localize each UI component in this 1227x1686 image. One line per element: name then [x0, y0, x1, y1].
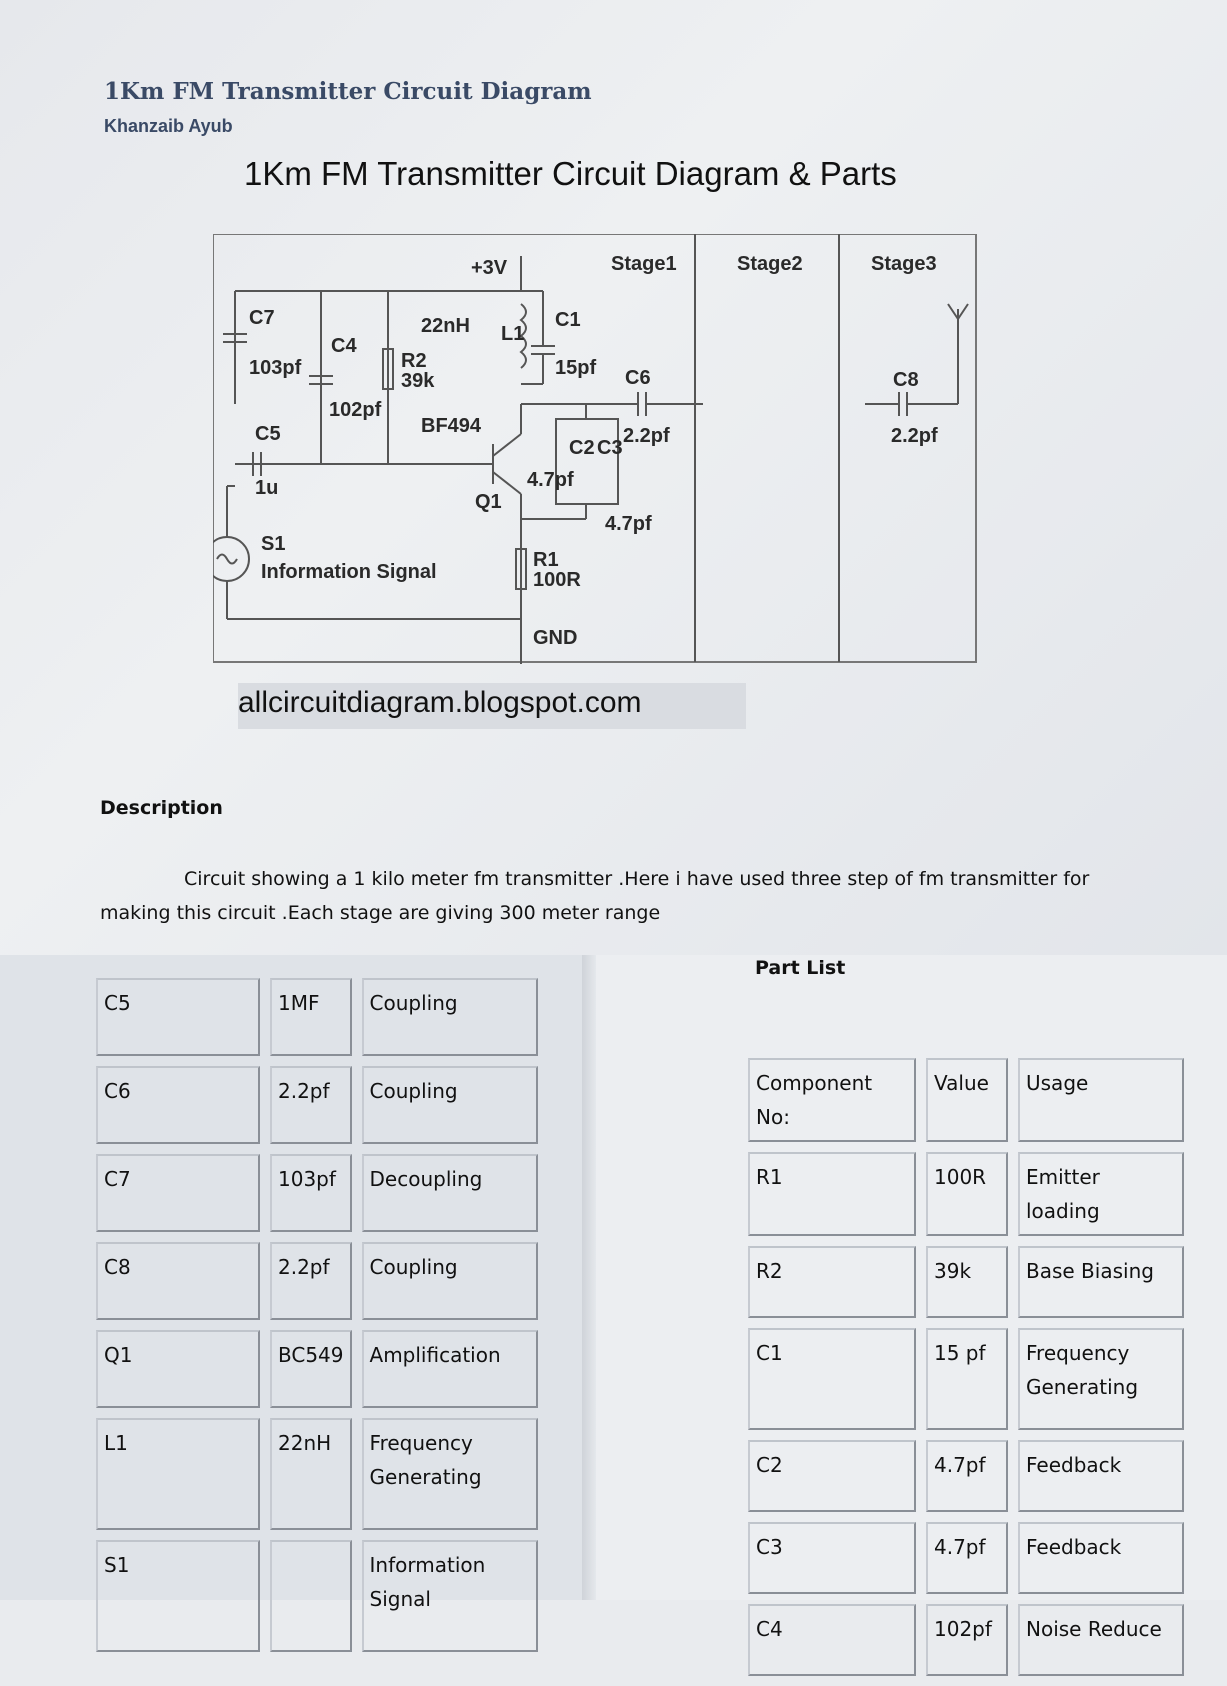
svg-text:Stage1: Stage1: [611, 253, 677, 275]
svg-text:100R: 100R: [533, 569, 581, 591]
value-cell: 2.2pf: [270, 1066, 352, 1144]
svg-text:C3: C3: [597, 437, 623, 459]
table-row: [96, 1540, 538, 1652]
svg-text:1u: 1u: [255, 477, 279, 499]
component-cell: L1: [96, 1418, 260, 1530]
component-cell: C2: [748, 1440, 916, 1512]
table-row: [96, 1066, 538, 1144]
value-cell: 100R: [926, 1152, 1008, 1236]
usage-cell: Coupling: [362, 1066, 538, 1144]
header-cell-usage: Usage: [1018, 1058, 1184, 1142]
description-text: Circuit showing a 1 kilo meter fm transmitter .Here i have used three step of fm transmitter for making this circuit .Each stage are giving 300 meter range: [100, 868, 1090, 924]
svg-text:39k: 39k: [401, 370, 435, 392]
component-cell: C7: [96, 1154, 260, 1232]
value-cell: 2.2pf: [270, 1242, 352, 1320]
value-cell: 102pf: [926, 1604, 1008, 1676]
component-cell: C3: [748, 1522, 916, 1594]
usage-cell: Base Biasing: [1018, 1246, 1184, 1318]
svg-text:C6: C6: [625, 367, 651, 389]
svg-text:Information Signal: Information Signal: [261, 561, 437, 583]
table-row: [96, 1154, 538, 1232]
svg-text:+3V: +3V: [471, 257, 508, 279]
table-row: [96, 1330, 538, 1408]
table-row: [748, 1152, 1184, 1236]
svg-text:C5: C5: [255, 423, 281, 445]
usage-cell: Information Signal: [362, 1540, 538, 1652]
svg-text:BF494: BF494: [421, 415, 482, 437]
svg-text:C8: C8: [893, 369, 919, 391]
svg-text:4.7pf: 4.7pf: [605, 513, 652, 535]
usage-cell: Noise Reduce: [1018, 1604, 1184, 1676]
svg-text:103pf: 103pf: [249, 357, 302, 379]
value-cell: 4.7pf: [926, 1440, 1008, 1512]
svg-text:Stage2: Stage2: [737, 253, 803, 275]
parts-table-right: [738, 1048, 1194, 1686]
usage-cell: Coupling: [362, 1242, 538, 1320]
table-row: [96, 1418, 538, 1530]
svg-text:R2: R2: [401, 350, 427, 372]
value-cell: BC549: [270, 1330, 352, 1408]
website-caption: allcircuitdiagram.blogspot.com: [238, 683, 746, 729]
table-row: [748, 1522, 1184, 1594]
svg-text:C4: C4: [331, 335, 357, 357]
svg-text:C2: C2: [569, 437, 595, 459]
value-cell: 39k: [926, 1246, 1008, 1318]
scan-edge: [582, 955, 596, 1600]
table-header-row: [748, 1058, 1184, 1142]
table-row: [748, 1328, 1184, 1430]
component-cell: C5: [96, 978, 260, 1056]
svg-text:102pf: 102pf: [329, 399, 382, 421]
document-title: 1Km FM Transmitter Circuit Diagram: [104, 78, 592, 105]
svg-text:C1: C1: [555, 309, 581, 331]
value-cell: 1MF: [270, 978, 352, 1056]
svg-text:22nH: 22nH: [421, 315, 470, 337]
component-cell: C8: [96, 1242, 260, 1320]
table-row: [96, 978, 538, 1056]
value-cell: [270, 1540, 352, 1652]
component-cell: S1: [96, 1540, 260, 1652]
component-cell: Q1: [96, 1330, 260, 1408]
svg-text:R1: R1: [533, 549, 559, 571]
value-cell: 22nH: [270, 1418, 352, 1530]
usage-cell: Coupling: [362, 978, 538, 1056]
svg-text:L1: L1: [501, 323, 525, 345]
component-cell: C4: [748, 1604, 916, 1676]
table-row: [748, 1246, 1184, 1318]
usage-cell: Frequency Generating: [362, 1418, 538, 1530]
component-cell: R2: [748, 1246, 916, 1318]
parts-table-left: [86, 968, 548, 1662]
svg-text:Stage3: Stage3: [871, 253, 937, 275]
value-cell: 4.7pf: [926, 1522, 1008, 1594]
svg-text:15pf: 15pf: [555, 357, 597, 379]
usage-cell: Decoupling: [362, 1154, 538, 1232]
component-cell: C6: [96, 1066, 260, 1144]
svg-text:GND: GND: [533, 627, 578, 649]
header-cell-component: Component No:: [748, 1058, 916, 1142]
part-list-heading: Part List: [755, 957, 846, 979]
component-cell: C1: [748, 1328, 916, 1430]
usage-cell: Amplification: [362, 1330, 538, 1408]
component-cell: R1: [748, 1152, 916, 1236]
schematic-svg: [213, 234, 996, 674]
svg-text:S1: S1: [261, 533, 286, 555]
diagram-heading: 1Km FM Transmitter Circuit Diagram & Parts: [244, 155, 897, 192]
table-row: [748, 1604, 1184, 1676]
description-heading: Description: [100, 797, 223, 819]
header-cell-value: Value: [926, 1058, 1008, 1142]
usage-cell: Emitter loading: [1018, 1152, 1184, 1236]
svg-text:2.2pf: 2.2pf: [891, 425, 938, 447]
svg-text:C7: C7: [249, 307, 275, 329]
usage-cell: Frequency Generating: [1018, 1328, 1184, 1430]
document-author: Khanzaib Ayub: [104, 116, 233, 136]
value-cell: 15 pf: [926, 1328, 1008, 1430]
usage-cell: Feedback: [1018, 1522, 1184, 1594]
table-row: [96, 1242, 538, 1320]
circuit-schematic: [213, 234, 996, 674]
usage-cell: Feedback: [1018, 1440, 1184, 1512]
svg-text:Q1: Q1: [475, 491, 502, 513]
value-cell: 103pf: [270, 1154, 352, 1232]
table-row: [748, 1440, 1184, 1512]
svg-text:4.7pf: 4.7pf: [527, 469, 574, 491]
svg-text:2.2pf: 2.2pf: [623, 425, 670, 447]
